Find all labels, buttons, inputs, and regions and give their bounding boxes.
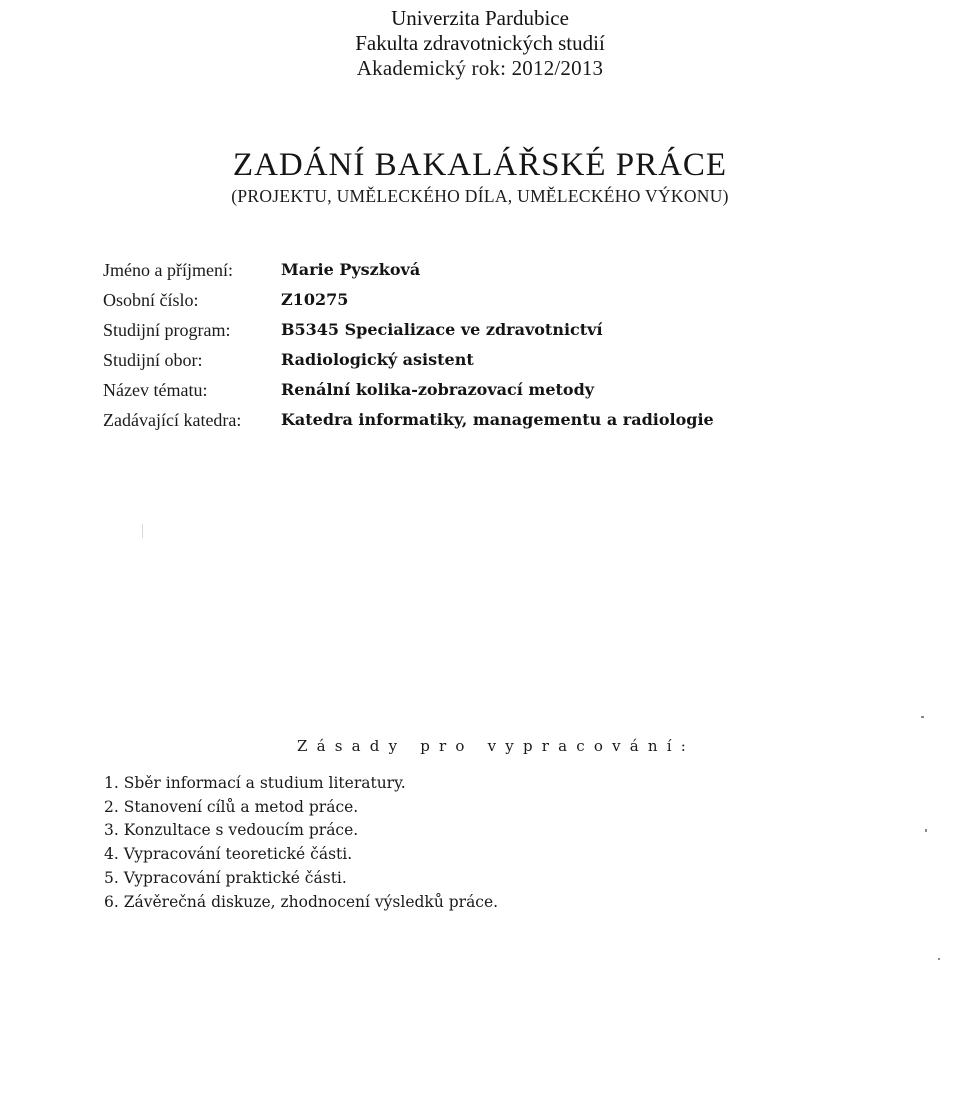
title-block [0, 146, 960, 207]
academic-year: Akademický rok: 2012/2013 [356, 56, 604, 80]
principles-heading: Zásady pro vypracování: [297, 737, 696, 755]
faculty-name: Fakulta zdravotnických studií [355, 31, 605, 55]
scan-speck [921, 716, 924, 718]
list-item: 1. Sběr informací a studium literatury. [104, 774, 406, 792]
info-label: Název tématu: [103, 380, 208, 400]
info-label: Osobní číslo: [103, 290, 199, 310]
info-label: Jméno a příjmení: [103, 260, 233, 280]
info-label: Zadávající katedra: [103, 410, 242, 430]
principles-list [104, 772, 498, 914]
list-item: 4. Vypracování teoretické části. [104, 845, 353, 864]
document-title: ZADÁNÍ BAKALÁŘSKÉ PRÁCE [232, 147, 728, 183]
scan-speck [925, 829, 927, 832]
info-value: Renální kolika-zobrazovací metody [281, 380, 595, 399]
info-value: Radiologický asistent [281, 350, 474, 369]
list-item: 5. Vypracování praktické části. [104, 868, 347, 887]
info-label: Studijní obor: [103, 350, 203, 370]
scan-speck [938, 958, 940, 960]
scan-speck [142, 524, 143, 538]
list-item: 6. Závěrečná diskuze, zhodnocení výsledků práce. [104, 892, 499, 911]
list-item: 3. Konzultace s vedoucím práce. [104, 821, 359, 840]
info-value: Katedra informatiky, managementu a radiologie [281, 410, 714, 429]
document-header [0, 6, 960, 81]
university-name: Univerzita Pardubice [391, 6, 569, 30]
info-value: Z10275 [281, 290, 349, 309]
info-value: Marie Pyszková [281, 260, 421, 279]
info-value: B5345 Specializace ve zdravotnictví [281, 320, 603, 339]
info-label: Studijní program: [103, 320, 231, 340]
document-subtitle: (PROJEKTU, UMĚLECKÉHO DÍLA, UMĚLECKÉHO VÝKONU) [231, 186, 729, 206]
list-item: 2. Stanovení cílů a metod práce. [104, 797, 359, 816]
